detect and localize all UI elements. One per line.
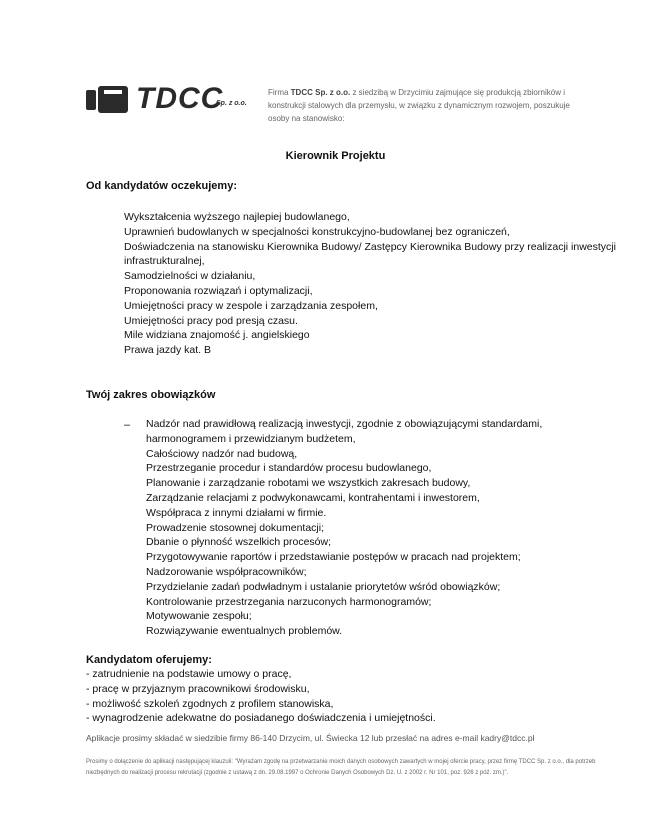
list-item: - możliwość szkoleń zgodnych z profilem stanowiska, (86, 697, 334, 710)
list-item: infrastrukturalnej, (124, 255, 205, 268)
duties-heading: Twój zakres obowiązków (86, 389, 216, 401)
application-instructions: Aplikacje prosimy składać w siedzibie firmy 86-140 Drzycim, ul. Świecka 12 lub przesłać na adres e-mail kadry@tdcc.pl (86, 733, 535, 743)
list-item: Przygotowywanie raportów i przedstawianie postępów w pracach nad projektem; (146, 551, 521, 564)
consent-clause: Prosimy o dołączenie do aplikacji następującej klauzuli: "Wyrażam zgodę na przetwarzanie moich danych osobowych zawartych w mojej ofercie pracy, przez firmę TDCC Sp. z o.o., dla potrzeb niezbędnych do realizacji procesu rekrutacji (zgodnie z ustawą z dn. 29.08.1997 o Ochronie Danych Osobowych Dz. U. z 2002 r. Nr 101, poz. 926 z póź. zm.)". (86, 759, 596, 776)
company-logo-subtext: Sp. z o.o. (216, 100, 247, 107)
list-item: Doświadczenia na stanowisku Kierownika Budowy/ Zastępcy Kierownika Budowy przy realizacji inwestycji (124, 240, 616, 253)
list-item: harmonogramem i przewidzianym budżetem, (146, 432, 356, 445)
requirements-list (124, 210, 664, 358)
list-item: Całościowy nadzór nad budową, (146, 447, 298, 460)
list-item: Umiejętności pracy w zespole i zarządzania zespołem, (124, 299, 378, 312)
list-item: Umiejętności pracy pod presją czasu. (124, 314, 298, 327)
list-item: Nadzór nad prawidłową realizacją inwestycji, zgodnie z obowiązującymi standardami, (146, 418, 543, 430)
list-item: Proponowania rozwiązań i optymalizacji, (124, 284, 313, 297)
list-item: Przydzielanie zadań podwładnym i ustalanie priorytetów wśród obowiązków; (146, 580, 501, 593)
requirements-heading: Od kandydatów oczekujemy: (86, 180, 237, 192)
list-item: Mile widziana znajomość j. angielskiego (124, 329, 310, 342)
job-title: Kierownik Projektu (285, 150, 386, 162)
list-item: Planowanie i zarządzanie robotami we wszystkich zakresach budowy, (146, 477, 471, 490)
company-logo-icon (86, 84, 130, 114)
list-item: - wynagrodzenie adekwatne do posiadanego doświadczenia i umiejętności. (86, 712, 436, 725)
list-item: Współpraca z innymi działami w firmie. (146, 506, 327, 519)
list-item: Uprawnień budowlanych w specjalności konstrukcyjno-budowlanej bez ograniczeń, (124, 225, 510, 238)
list-item: Wykształcenia wyższego najlepiej budowlanego, (124, 211, 350, 223)
list-item: Zarządzanie relacjami z podwykonawcami, kontrahentami i inwestorem, (146, 491, 480, 504)
list-item: Kontrolowanie przestrzegania narzuconych harmonogramów; (146, 595, 432, 608)
company-intro: Firma TDCC Sp. z o.o. z siedzibą w Drzycimiu zajmujące się produkcją zbiorników i konstrukcji stalowych dla przemysłu, w związku z dynamicznym rozwojem, poszukuje osoby na stanowisko: (268, 88, 570, 123)
list-item: Prowadzenie stosownej dokumentacji; (146, 521, 325, 534)
offer-list (86, 667, 626, 726)
list-item: Rozwiązywanie ewentualnych problemów. (146, 625, 343, 638)
duties-list (146, 417, 646, 639)
duties-dash: – (124, 419, 131, 431)
list-item: Samodzielności w działaniu, (124, 270, 256, 283)
list-item: Dbanie o płynność wszelkich procesów; (146, 536, 332, 549)
list-item: Nadzorowanie współpracowników; (146, 565, 307, 578)
list-item: Przestrzeganie procedur i standardów procesu budowlanego, (146, 462, 432, 475)
list-item: - pracę w przyjaznym pracownikowi środowisku, (86, 682, 310, 695)
company-logo-text: TDCC (136, 82, 224, 115)
list-item: - zatrudnienie na podstawie umowy o pracę, (86, 668, 292, 680)
list-item: Motywowanie zespołu; (146, 610, 252, 623)
offer-heading: Kandydatom oferujemy: (86, 654, 212, 666)
list-item: Prawa jazdy kat. B (124, 344, 211, 357)
